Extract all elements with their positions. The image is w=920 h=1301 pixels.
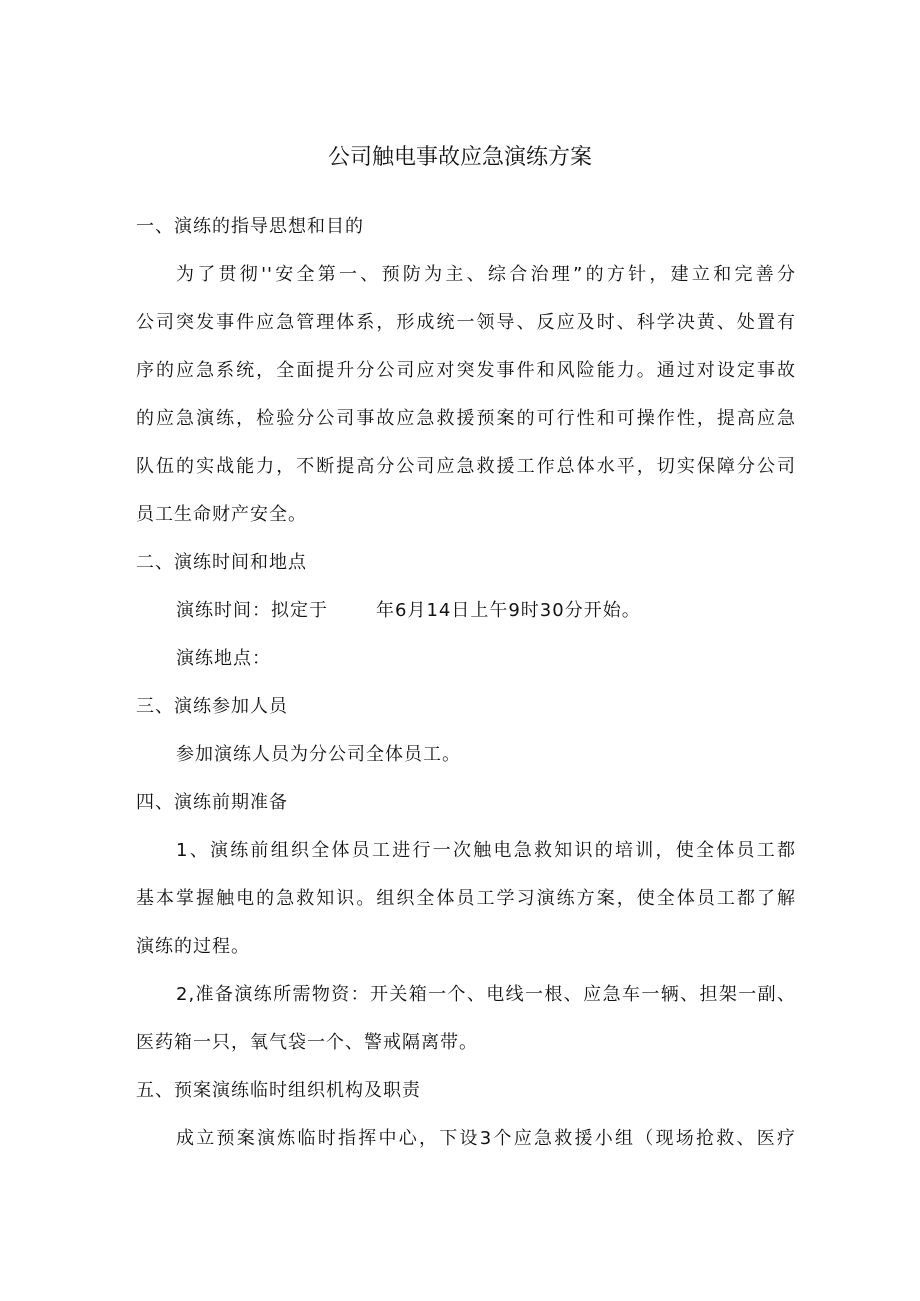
drill-time xyxy=(176,595,796,627)
drill-place: 演练地点： xyxy=(176,648,271,669)
section-1-line: 员工生命财产安全。 xyxy=(136,504,307,525)
drill-time-value: 年6月14日上午9时30分开始。 xyxy=(376,600,641,621)
section-4-line: 1、演练前组织全体员工进行一次触电急救知识的培训，使全体员工都 xyxy=(176,840,796,861)
section-1-line: 序的应急系统，全面提升分公司应对突发事件和风险能力。通过对设定事故 xyxy=(136,360,796,381)
section-4-line: 基本掌握触电的急救知识。组织全体员工学习演练方案，使全体员工都了解 xyxy=(136,888,796,909)
section-1-line: 的应急演练，检验分公司事故应急救援预案的可行性和可操作性，提高应急 xyxy=(136,408,796,429)
section-5-heading: 五、预案演练临时组织机构及职责 xyxy=(136,1080,421,1101)
section-4-heading: 四、演练前期准备 xyxy=(136,792,288,813)
section-3-heading: 三、演练参加人员 xyxy=(136,696,288,717)
section-5-line: 成立预案演炼临时指挥中心，下设3个应急救援小组（现场抢救、医疗 xyxy=(176,1128,796,1149)
section-4-line: 演练的过程。 xyxy=(136,936,250,957)
section-1-heading: 一、演练的指导思想和目的 xyxy=(136,216,364,237)
section-4-line: 医药箱一只，氧气袋一个、警戒隔离带。 xyxy=(136,1032,478,1053)
section-1-line: 队伍的实战能力，不断提高分公司应急救援工作总体水平，切实保障分公司 xyxy=(136,456,796,477)
section-1-line: 为了贯彻''安全第一、预防为主、综合治理”的方针，建立和完善分 xyxy=(176,264,796,285)
section-1-line: 公司突发事件应急管理体系，形成统一领导、反应及时、科学决黄、处置有 xyxy=(136,312,796,333)
section-4-line: 2,准备演练所需物资：开关箱一个、电线一根、应急车一辆、担架一副、 xyxy=(176,984,796,1005)
drill-time-label: 演练时间：拟定于 xyxy=(176,600,328,621)
section-3-text: 参加演练人员为分公司全体员工。 xyxy=(176,744,461,765)
section-2-heading: 二、演练时间和地点 xyxy=(136,552,307,573)
document-title: 公司触电事故应急演练方案 xyxy=(327,145,592,170)
